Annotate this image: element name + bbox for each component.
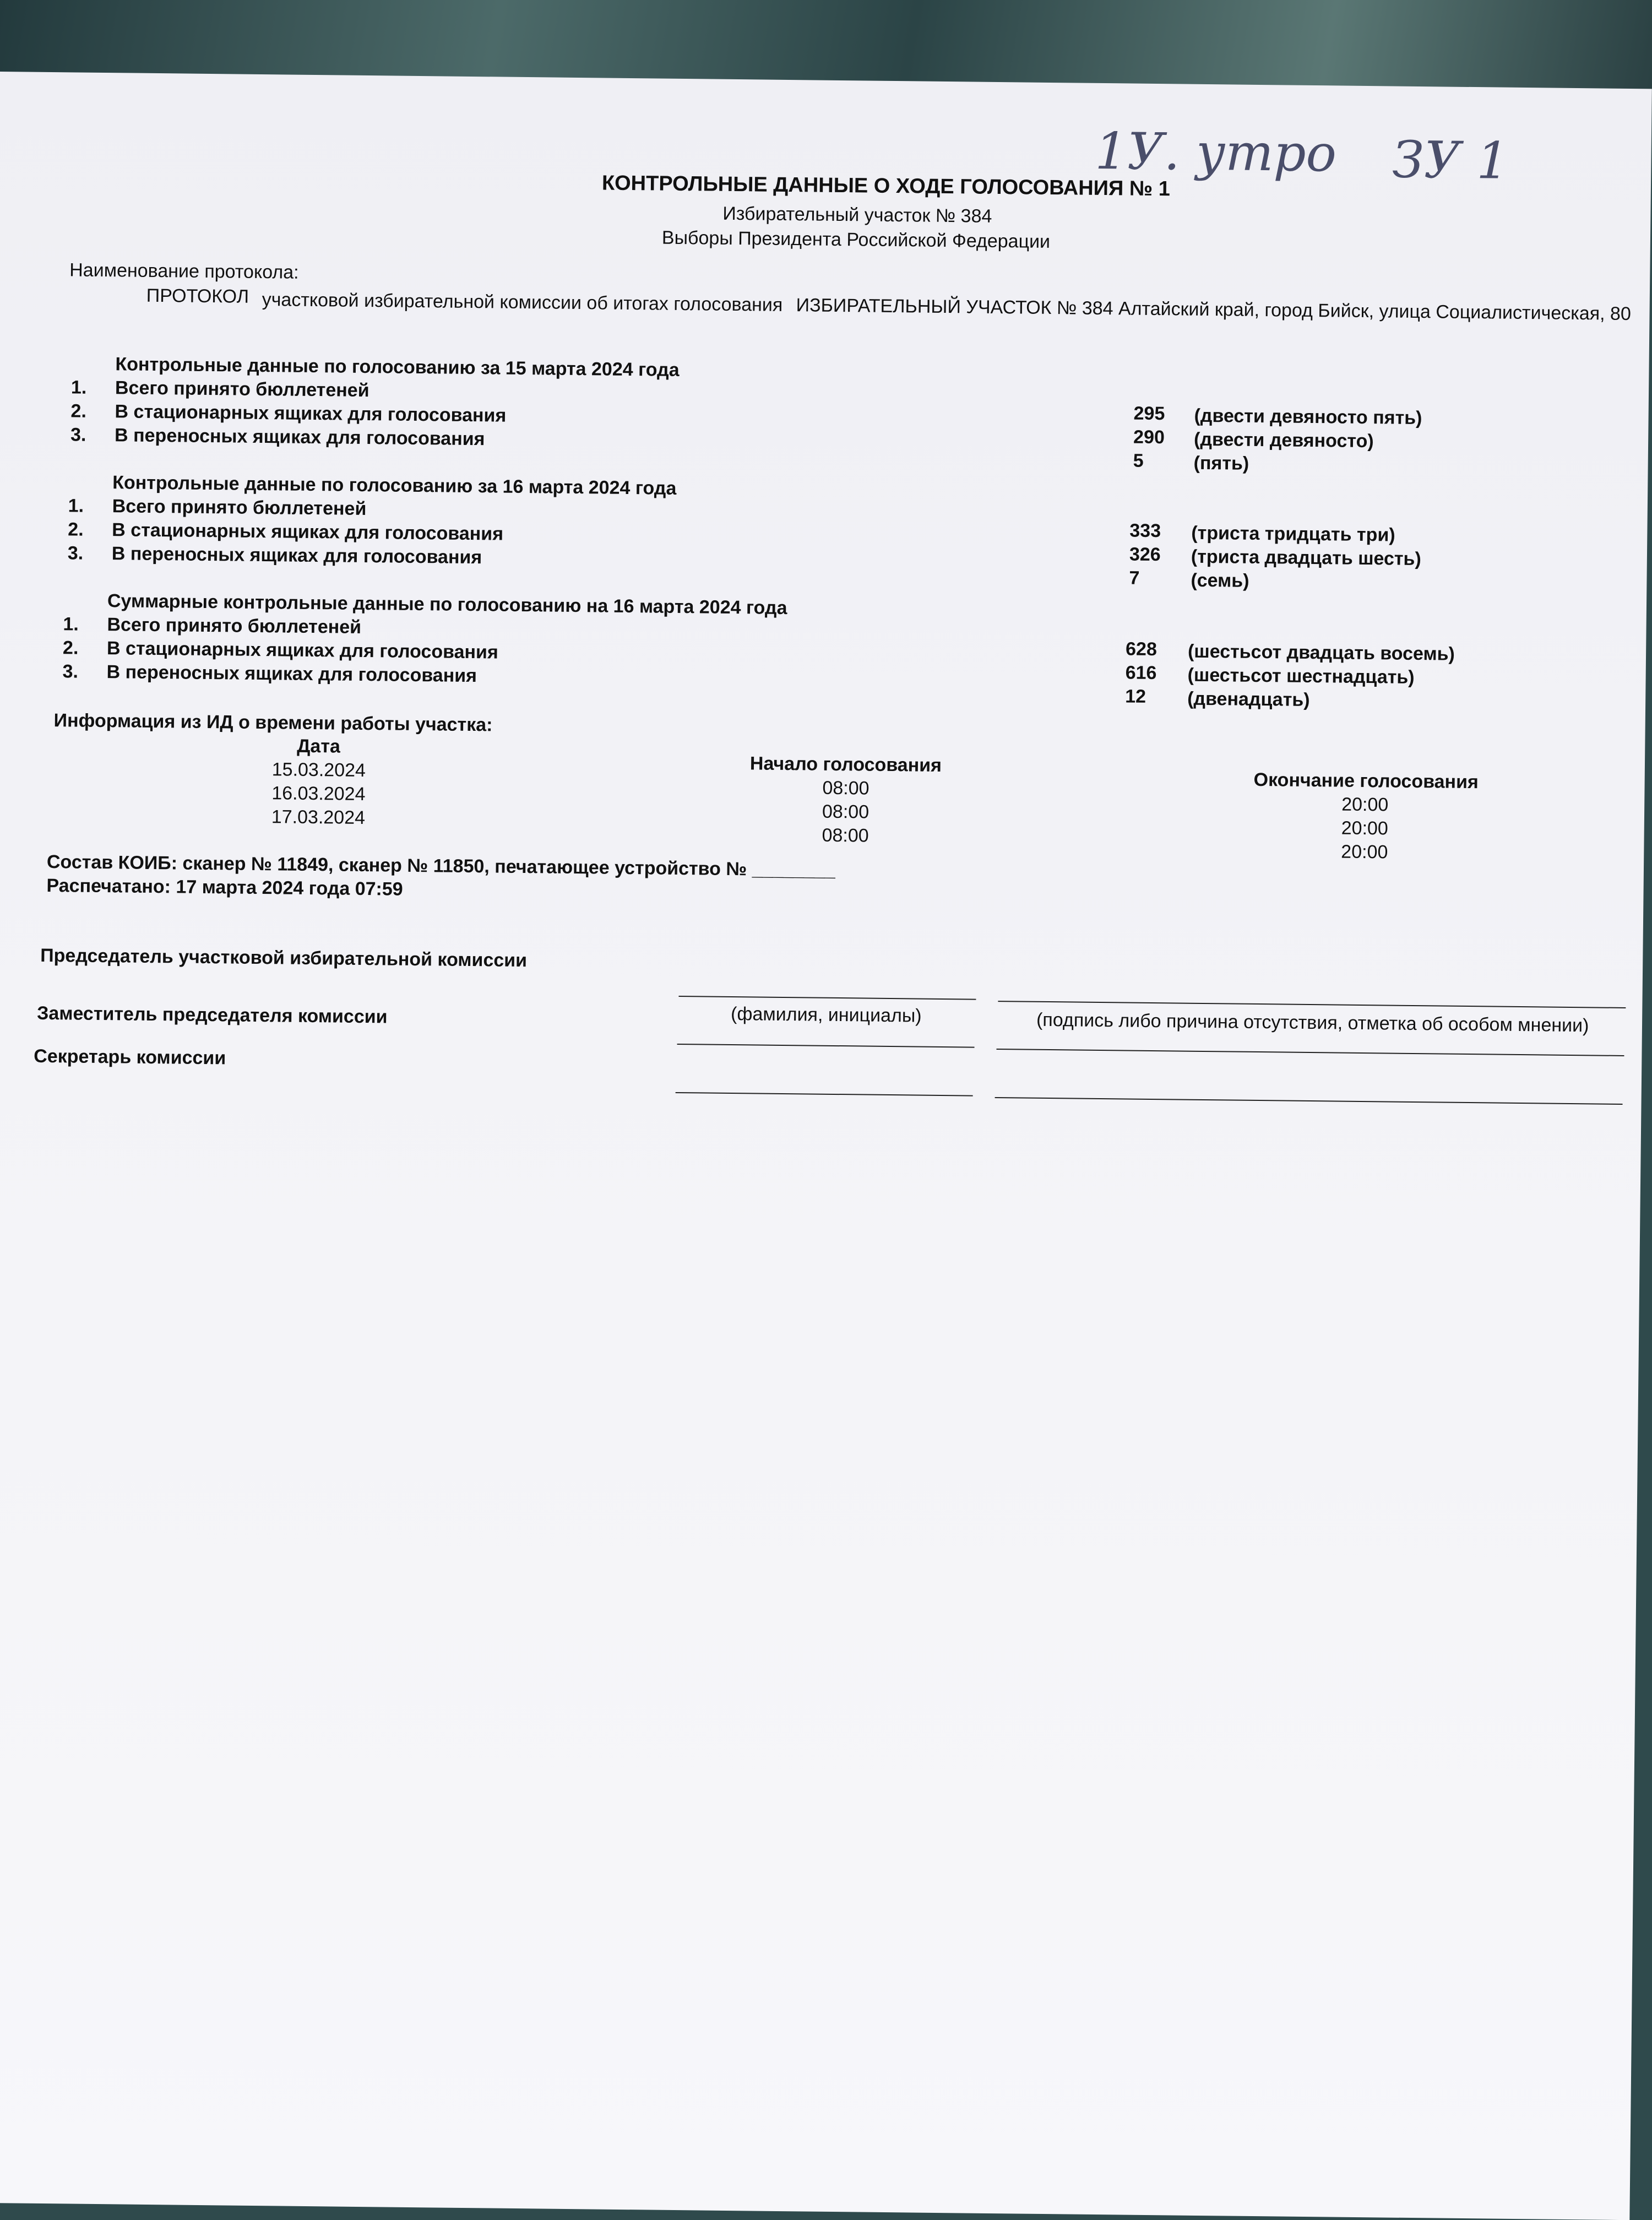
handwritten-note: 1У. утро [1095,121,1337,183]
row-value-words: (пять) [1193,452,1249,474]
row-label: Всего принято бюллетеней [107,614,362,638]
schedule-end: 20:00 [1341,841,1388,863]
row-label: В стационарных ящиках для голосования [112,519,504,545]
schedule-date: 17.03.2024 [271,806,366,829]
row-number: 2. [68,519,84,540]
row-label: В переносных ящиках для голосования [111,543,482,568]
row-number: 1. [63,614,79,635]
schedule-start: 08:00 [822,824,869,846]
row-value: 333 [1129,520,1161,542]
caption-signature: (подпись либо причина отсутствия, отметка об особом мнении) [1036,1009,1589,1036]
row-value-words: (двести девяносто) [1193,428,1374,452]
schedule-date: 16.03.2024 [271,783,366,805]
secretary-sign-line [995,1097,1623,1105]
schedule-col-start: Начало голосования [749,753,942,776]
row-number: 1. [68,495,84,517]
row-value-words: (двенадцать) [1187,688,1310,710]
schedule-col-date: Дата [297,735,341,757]
koib-composition: Состав КОИБ: сканер № 11849, сканер № 11850, печатающее устройство № ________ [46,851,836,881]
section-title: Суммарные контрольные данные по голосованию на 16 марта 2024 года [107,590,787,619]
schedule-title: Информация из ИД о времени работы участка: [53,710,493,736]
printed-timestamp: Распечатано: 17 марта 2024 года 07:59 [46,875,403,900]
row-value: 12 [1125,686,1146,707]
chairman-label: Председатель участковой избирательной комиссии [40,945,528,971]
row-value-words: (шестьсот шестнадцать) [1187,664,1415,688]
protocol-precinct-address: ИЗБИРАТЕЛЬНЫЙ УЧАСТОК № 384 Алтайский край, город Бийск, улица Социалистическая, 80 [796,295,1632,325]
row-value-words: (триста двадцать шесть) [1191,546,1421,570]
schedule-start: 08:00 [822,801,870,823]
document-sheet [0,72,1652,2220]
schedule-end: 20:00 [1341,817,1389,839]
schedule-end: 20:00 [1341,794,1389,816]
row-value-words: (двести девяносто пять) [1194,405,1422,429]
row-label: В стационарных ящиках для голосования [115,401,507,426]
row-value: 295 [1133,403,1165,425]
chairman-name-line [678,996,976,1000]
deputy-sign-line [997,1049,1624,1056]
row-value: 5 [1133,450,1144,471]
section-title: Контрольные данные по голосованию за 15 марта 2024 года [115,354,680,381]
deputy-name-line [677,1044,975,1048]
deputy-label: Заместитель председателя комиссии [36,1002,388,1028]
row-value: 628 [1125,638,1158,660]
document-title: КОНТРОЛЬНЫЕ ДАННЫЕ О ХОДЕ ГОЛОСОВАНИЯ № 1 [601,171,1171,201]
protocol-label: Наименование протокола: [69,259,299,283]
row-label: В стационарных ящиках для голосования [106,638,498,663]
row-value-words: (шестьсот двадцать восемь) [1187,641,1455,665]
schedule-start: 08:00 [822,777,870,799]
chairman-sign-line [998,1001,1626,1008]
protocol-text: участковой избирательной комиссии об итогах голосования [262,289,783,316]
row-value-words: (семь) [1191,569,1249,591]
schedule-col-end: Окончание голосования [1253,769,1479,793]
election-subtitle: Выборы Президента Российской Федерации [661,227,1051,252]
schedule-date: 15.03.2024 [271,759,366,781]
row-value: 290 [1133,426,1165,448]
row-value: 616 [1125,662,1157,684]
handwritten-note-2: ЗУ 1 [1392,130,1509,191]
secretary-name-line [676,1092,973,1097]
row-label: В переносных ящиках для голосования [106,661,477,687]
row-number: 2. [70,400,87,422]
caption-name: (фамилия, инициалы) [730,1003,922,1027]
row-label: Всего принято бюллетеней [112,496,367,520]
row-value: 326 [1129,544,1161,566]
precinct-subtitle: Избирательный участок № 384 [722,203,992,227]
row-number: 3. [67,542,84,564]
row-value: 7 [1129,567,1140,589]
row-label: Всего принято бюллетеней [115,377,369,401]
row-number: 3. [62,661,79,682]
section-title: Контрольные данные по голосованию за 16 марта 2024 года [112,472,677,499]
protocol-word: ПРОТОКОЛ [146,285,249,307]
secretary-label: Секретарь комиссии [34,1045,226,1069]
row-value-words: (триста тридцать три) [1191,522,1395,546]
row-label: В переносных ящиках для голосования [114,425,485,450]
row-number: 3. [70,424,86,446]
row-number: 1. [70,377,87,398]
row-number: 2. [62,637,79,659]
